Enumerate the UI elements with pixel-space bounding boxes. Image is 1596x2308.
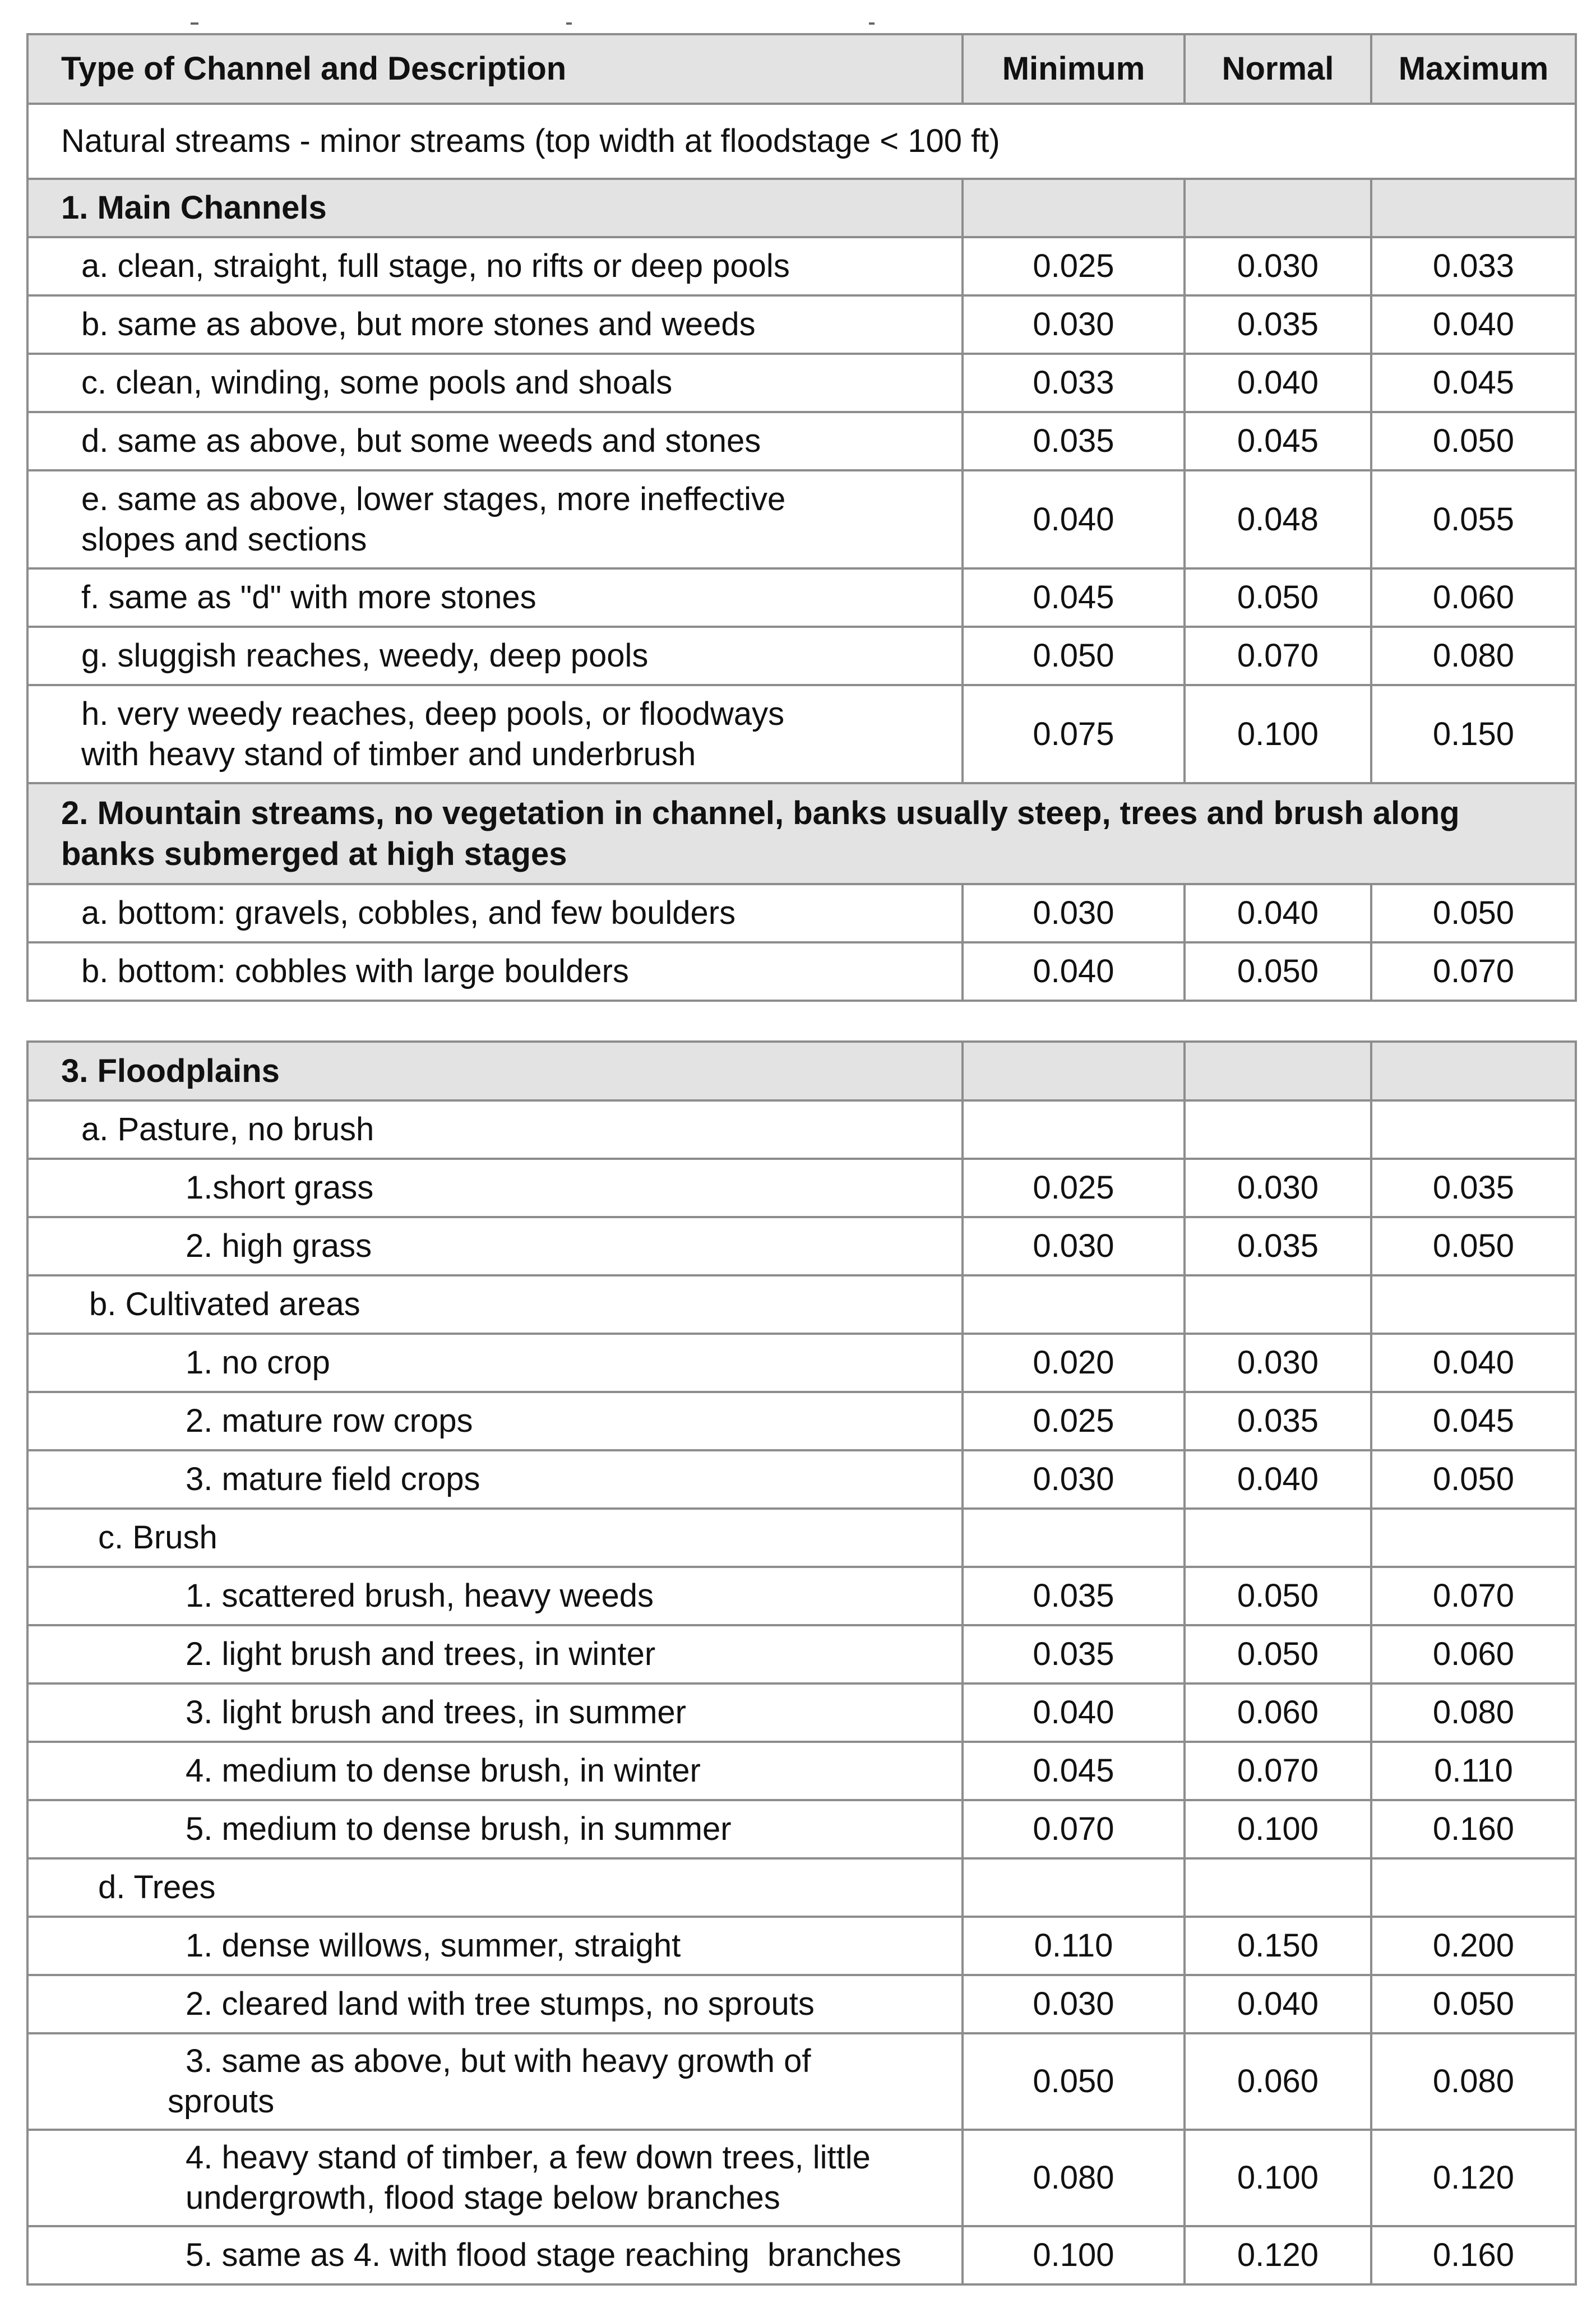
row-normal: 0.070 — [1185, 627, 1371, 685]
row-minimum: 0.030 — [963, 1217, 1185, 1275]
row-normal: 0.100 — [1185, 2130, 1371, 2226]
row-maximum: 0.033 — [1371, 237, 1576, 295]
row-minimum: 0.045 — [963, 1742, 1185, 1800]
roughness-table-part-2 — [26, 1040, 1577, 2286]
row-minimum: 0.030 — [963, 884, 1185, 942]
subsection-row — [27, 1509, 1576, 1567]
row-minimum: 0.030 — [963, 1450, 1185, 1509]
table-row — [27, 470, 1576, 568]
row-maximum: 0.070 — [1371, 1567, 1576, 1625]
empty-cell — [1185, 1858, 1371, 1917]
table-row — [27, 627, 1576, 685]
row-description: f. same as "d" with more stones — [27, 568, 963, 627]
empty-cell — [1185, 1509, 1371, 1567]
row-minimum: 0.025 — [963, 1159, 1185, 1217]
row-description: 2. mature row crops — [27, 1392, 963, 1450]
row-description: 1. scattered brush, heavy weeds — [27, 1567, 963, 1625]
table-row — [27, 1392, 1576, 1450]
empty-cell — [1371, 1100, 1576, 1159]
table-row — [27, 568, 1576, 627]
table-header-row — [27, 34, 1576, 104]
row-minimum: 0.030 — [963, 295, 1185, 354]
row-minimum: 0.025 — [963, 237, 1185, 295]
row-description-line: 4. heavy stand of timber, a few down trees, little — [186, 2139, 871, 2176]
section-title: 1. Main Channels — [27, 179, 963, 237]
row-maximum: 0.050 — [1371, 884, 1576, 942]
subsection-label: d. Trees — [27, 1858, 963, 1917]
subsection-label: c. Brush — [27, 1509, 963, 1567]
row-normal: 0.030 — [1185, 237, 1371, 295]
row-normal: 0.050 — [1185, 568, 1371, 627]
row-maximum: 0.045 — [1371, 1392, 1576, 1450]
row-minimum: 0.080 — [963, 2130, 1185, 2226]
row-maximum: 0.050 — [1371, 1217, 1576, 1275]
row-maximum: 0.050 — [1371, 412, 1576, 470]
empty-cell — [1185, 1275, 1371, 1334]
row-maximum: 0.200 — [1371, 1917, 1576, 1975]
row-description: 2. cleared land with tree stumps, no sprouts — [27, 1975, 963, 2033]
row-minimum: 0.050 — [963, 2033, 1185, 2130]
subsection-row — [27, 1100, 1576, 1159]
row-description: d. same as above, but some weeds and stones — [27, 412, 963, 470]
row-minimum: 0.040 — [963, 942, 1185, 1001]
row-description: 2. light brush and trees, in winter — [27, 1625, 963, 1683]
table-row — [27, 1450, 1576, 1509]
row-description — [27, 470, 963, 568]
row-maximum: 0.060 — [1371, 568, 1576, 627]
header-normal: Normal — [1185, 34, 1371, 104]
row-normal: 0.100 — [1185, 685, 1371, 783]
table-row — [27, 884, 1576, 942]
row-description: b. same as above, but more stones and weeds — [27, 295, 963, 354]
table-row — [27, 2130, 1576, 2226]
row-minimum: 0.020 — [963, 1334, 1185, 1392]
row-description — [27, 685, 963, 783]
empty-cell — [963, 1858, 1185, 1917]
intro-row — [27, 104, 1576, 179]
subsection-label: a. Pasture, no brush — [27, 1100, 963, 1159]
row-description: 4. medium to dense brush, in winter — [27, 1742, 963, 1800]
row-minimum: 0.035 — [963, 412, 1185, 470]
row-description: 1. dense willows, summer, straight — [27, 1917, 963, 1975]
empty-cell — [963, 1042, 1185, 1100]
row-minimum: 0.045 — [963, 568, 1185, 627]
row-normal: 0.100 — [1185, 1800, 1371, 1858]
row-minimum: 0.025 — [963, 1392, 1185, 1450]
row-description: 1. no crop — [27, 1334, 963, 1392]
row-minimum: 0.033 — [963, 354, 1185, 412]
empty-cell — [1371, 1275, 1576, 1334]
row-description-line: slopes and sections — [81, 521, 367, 558]
section-row — [27, 1042, 1576, 1100]
row-maximum: 0.055 — [1371, 470, 1576, 568]
subsection-row — [27, 1858, 1576, 1917]
row-minimum: 0.030 — [963, 1975, 1185, 2033]
row-normal: 0.035 — [1185, 1392, 1371, 1450]
row-minimum: 0.035 — [963, 1567, 1185, 1625]
row-maximum: 0.050 — [1371, 1450, 1576, 1509]
row-normal: 0.150 — [1185, 1917, 1371, 1975]
table-row — [27, 1567, 1576, 1625]
row-description-line: e. same as above, lower stages, more ineffective — [81, 480, 786, 517]
empty-cell — [1185, 1042, 1371, 1100]
row-description — [27, 2130, 963, 2226]
empty-cell — [1371, 1042, 1576, 1100]
table-row — [27, 685, 1576, 783]
row-minimum: 0.100 — [963, 2226, 1185, 2284]
row-maximum: 0.080 — [1371, 2033, 1576, 2130]
row-normal: 0.048 — [1185, 470, 1371, 568]
table-row — [27, 1334, 1576, 1392]
empty-cell — [963, 1275, 1185, 1334]
row-description: 5. same as 4. with flood stage reaching branches — [27, 2226, 963, 2284]
header-description: Type of Channel and Description — [27, 34, 963, 104]
row-description: 2. high grass — [27, 1217, 963, 1275]
row-normal: 0.035 — [1185, 295, 1371, 354]
row-maximum: 0.035 — [1371, 1159, 1576, 1217]
table-row — [27, 1800, 1576, 1858]
row-maximum: 0.150 — [1371, 685, 1576, 783]
empty-cell — [963, 1100, 1185, 1159]
table-row — [27, 2226, 1576, 2284]
table-row — [27, 1159, 1576, 1217]
row-description — [27, 2033, 963, 2130]
row-maximum: 0.080 — [1371, 627, 1576, 685]
roughness-table-part-1 — [26, 33, 1577, 1002]
row-minimum: 0.050 — [963, 627, 1185, 685]
row-minimum: 0.110 — [963, 1917, 1185, 1975]
table-row — [27, 237, 1576, 295]
section-title: 3. Floodplains — [27, 1042, 963, 1100]
row-description-line: sprouts — [168, 2083, 275, 2120]
table-row — [27, 354, 1576, 412]
empty-cell — [1371, 1509, 1576, 1567]
header-minimum: Minimum — [963, 34, 1185, 104]
intro-text: Natural streams - minor streams (top width at floodstage < 100 ft) — [27, 104, 1576, 179]
row-maximum: 0.060 — [1371, 1625, 1576, 1683]
cropped-text-remnant — [179, 22, 908, 28]
row-maximum: 0.120 — [1371, 2130, 1576, 2226]
table-row — [27, 942, 1576, 1001]
row-maximum: 0.080 — [1371, 1683, 1576, 1742]
row-description-line: undergrowth, flood stage below branches — [186, 2180, 780, 2216]
subsection-row — [27, 1275, 1576, 1334]
row-normal: 0.040 — [1185, 1450, 1371, 1509]
row-normal: 0.050 — [1185, 1567, 1371, 1625]
empty-cell — [1371, 179, 1576, 237]
row-maximum: 0.040 — [1371, 1334, 1576, 1392]
row-minimum: 0.035 — [963, 1625, 1185, 1683]
row-normal: 0.120 — [1185, 2226, 1371, 2284]
section-row — [27, 179, 1576, 237]
row-normal: 0.040 — [1185, 354, 1371, 412]
row-normal: 0.045 — [1185, 412, 1371, 470]
row-maximum: 0.045 — [1371, 354, 1576, 412]
row-normal: 0.050 — [1185, 942, 1371, 1001]
row-normal: 0.040 — [1185, 884, 1371, 942]
row-normal: 0.060 — [1185, 2033, 1371, 2130]
row-normal: 0.030 — [1185, 1334, 1371, 1392]
section-row — [27, 783, 1576, 884]
row-description: 1.short grass — [27, 1159, 963, 1217]
row-normal: 0.060 — [1185, 1683, 1371, 1742]
header-maximum: Maximum — [1371, 34, 1576, 104]
table-row — [27, 1742, 1576, 1800]
table-row — [27, 1975, 1576, 2033]
table-row — [27, 2033, 1576, 2130]
row-description: g. sluggish reaches, weedy, deep pools — [27, 627, 963, 685]
row-maximum: 0.160 — [1371, 1800, 1576, 1858]
row-description: 5. medium to dense brush, in summer — [27, 1800, 963, 1858]
row-description: a. clean, straight, full stage, no rifts or deep pools — [27, 237, 963, 295]
row-description: b. bottom: cobbles with large boulders — [27, 942, 963, 1001]
empty-cell — [1371, 1858, 1576, 1917]
row-description: 3. mature field crops — [27, 1450, 963, 1509]
row-description: a. bottom: gravels, cobbles, and few boulders — [27, 884, 963, 942]
row-maximum: 0.070 — [1371, 942, 1576, 1001]
table-row — [27, 1217, 1576, 1275]
row-minimum: 0.040 — [963, 1683, 1185, 1742]
row-normal: 0.070 — [1185, 1742, 1371, 1800]
row-description-line: 3. same as above, but with heavy growth of — [186, 2043, 811, 2079]
row-minimum: 0.075 — [963, 685, 1185, 783]
section-title-line: 2. Mountain streams, no vegetation in channel, banks usually steep, trees and brush along — [61, 795, 1460, 831]
table-row — [27, 1917, 1576, 1975]
empty-cell — [963, 1509, 1185, 1567]
row-normal: 0.040 — [1185, 1975, 1371, 2033]
row-description-line: h. very weedy reaches, deep pools, or floodways — [81, 695, 785, 732]
section-title — [27, 783, 1576, 884]
section-title-line: banks submerged at high stages — [61, 836, 567, 872]
row-minimum: 0.040 — [963, 470, 1185, 568]
row-description: 3. light brush and trees, in summer — [27, 1683, 963, 1742]
row-minimum: 0.070 — [963, 1800, 1185, 1858]
row-maximum: 0.160 — [1371, 2226, 1576, 2284]
table-row — [27, 1625, 1576, 1683]
row-normal: 0.030 — [1185, 1159, 1371, 1217]
row-maximum: 0.050 — [1371, 1975, 1576, 2033]
empty-cell — [1185, 1100, 1371, 1159]
row-description-line: with heavy stand of timber and underbrush — [81, 736, 696, 773]
row-normal: 0.050 — [1185, 1625, 1371, 1683]
row-maximum: 0.110 — [1371, 1742, 1576, 1800]
subsection-label: b. Cultivated areas — [27, 1275, 963, 1334]
empty-cell — [1185, 179, 1371, 237]
table-row — [27, 295, 1576, 354]
table-row — [27, 1683, 1576, 1742]
row-normal: 0.035 — [1185, 1217, 1371, 1275]
table-row — [27, 412, 1576, 470]
row-maximum: 0.040 — [1371, 295, 1576, 354]
empty-cell — [963, 179, 1185, 237]
row-description: c. clean, winding, some pools and shoals — [27, 354, 963, 412]
